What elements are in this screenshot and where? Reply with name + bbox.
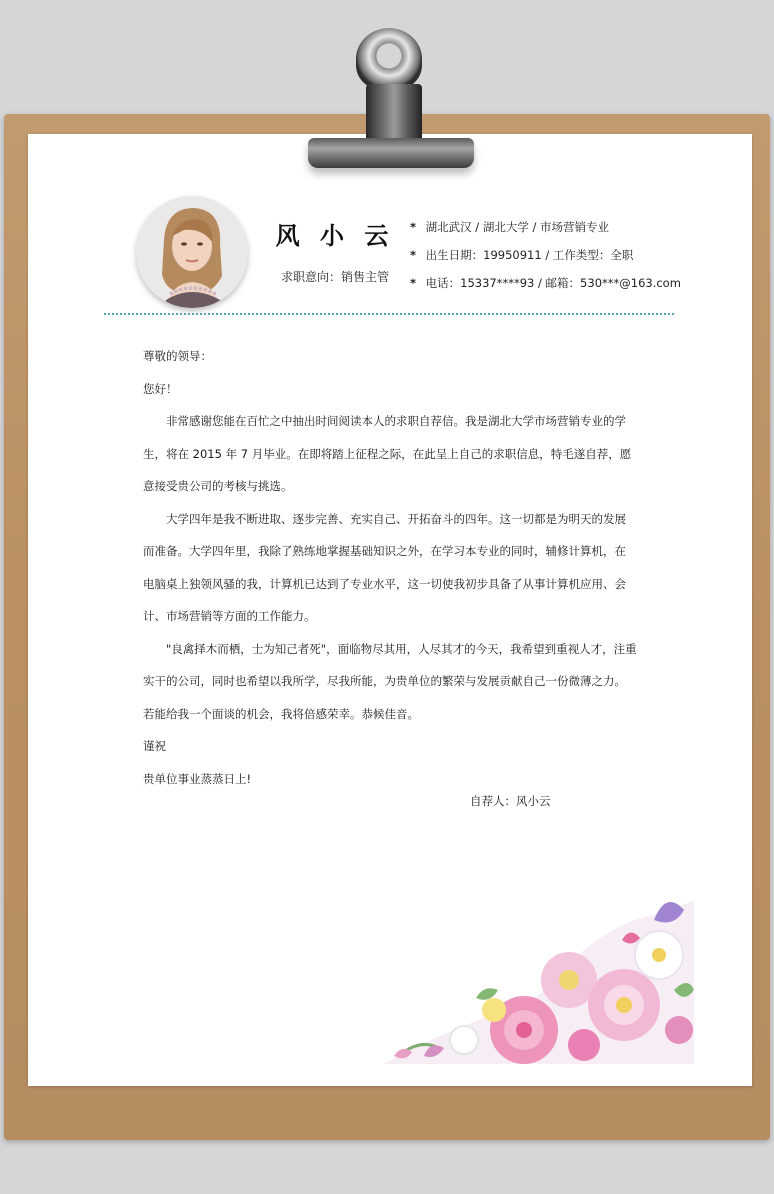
floral-decoration <box>384 880 696 1064</box>
bullet-star-icon: * <box>410 248 417 262</box>
letter-paragraph: 非常感谢您能在百忙之中抽出时间阅读本人的求职自荐信。我是湖北大学市场营销专业的学生，将在 2015 年 7 月毕业。在即将踏上征程之际，在此呈上自己的求职信息，特毛遂自荐，愿意接受贵公司的考核与挑选。 <box>143 414 632 493</box>
info-row-birth <box>410 246 681 274</box>
bullet-star-icon: * <box>410 276 417 290</box>
letter-signature: 自荐人：风小云 <box>470 794 551 808</box>
avatar <box>136 196 248 308</box>
letter-paragraph: "良禽择木而栖，士为知己者死"，面临物尽其用，人尽其才的今天，我希望到重视人才，注重实干的公司，同时也希望以我所学，尽我所能，为贵单位的繁荣与发展贡献自己一份微薄之力。若能给我一个面谈的机会，我将倍感荣幸。恭候佳音。 <box>143 641 637 721</box>
binder-clip-hole <box>380 50 398 68</box>
binder-clip-base <box>308 138 474 168</box>
letter-wish: 贵单位事业蒸蒸日上! <box>143 771 252 786</box>
header-divider <box>104 313 674 315</box>
letter-paragraph: 大学四年是我不断进取、逐步完善、充实自己、开拓奋斗的四年。这一切都是为明天的发展而准备。大学四年里，我除了熟练地掌握基础知识之外，在学习本专业的同时，辅修计算机，在电脑桌上独领风骚的我，计算机已达到了专业水平，这一切使我初步具备了从事计算机应用、会计、市场营销等方面的工作能力。 <box>143 511 626 623</box>
job-intent: 求职意向：销售主管 <box>280 270 389 284</box>
binder-clip-body <box>366 84 422 142</box>
cover-letter <box>143 340 637 795</box>
info-row-contact <box>410 274 681 302</box>
candidate-name: 风 小 云 <box>275 222 395 250</box>
bullet-star-icon: * <box>410 220 417 234</box>
letter-closing: 谨祝 <box>143 739 166 753</box>
info-text: 电话：15337****93 / 邮箱：530***@163.com <box>425 276 681 290</box>
letter-salutation: 尊敬的领导： <box>143 349 212 363</box>
letter-greeting: 您好！ <box>143 381 178 396</box>
info-text: 湖北武汉 / 湖北大学 / 市场营销专业 <box>425 220 610 234</box>
contact-info <box>410 218 681 302</box>
portrait-photo <box>136 196 248 308</box>
info-text: 出生日期：19950911 / 工作类型：全职 <box>425 248 634 262</box>
info-row-location <box>410 218 681 246</box>
